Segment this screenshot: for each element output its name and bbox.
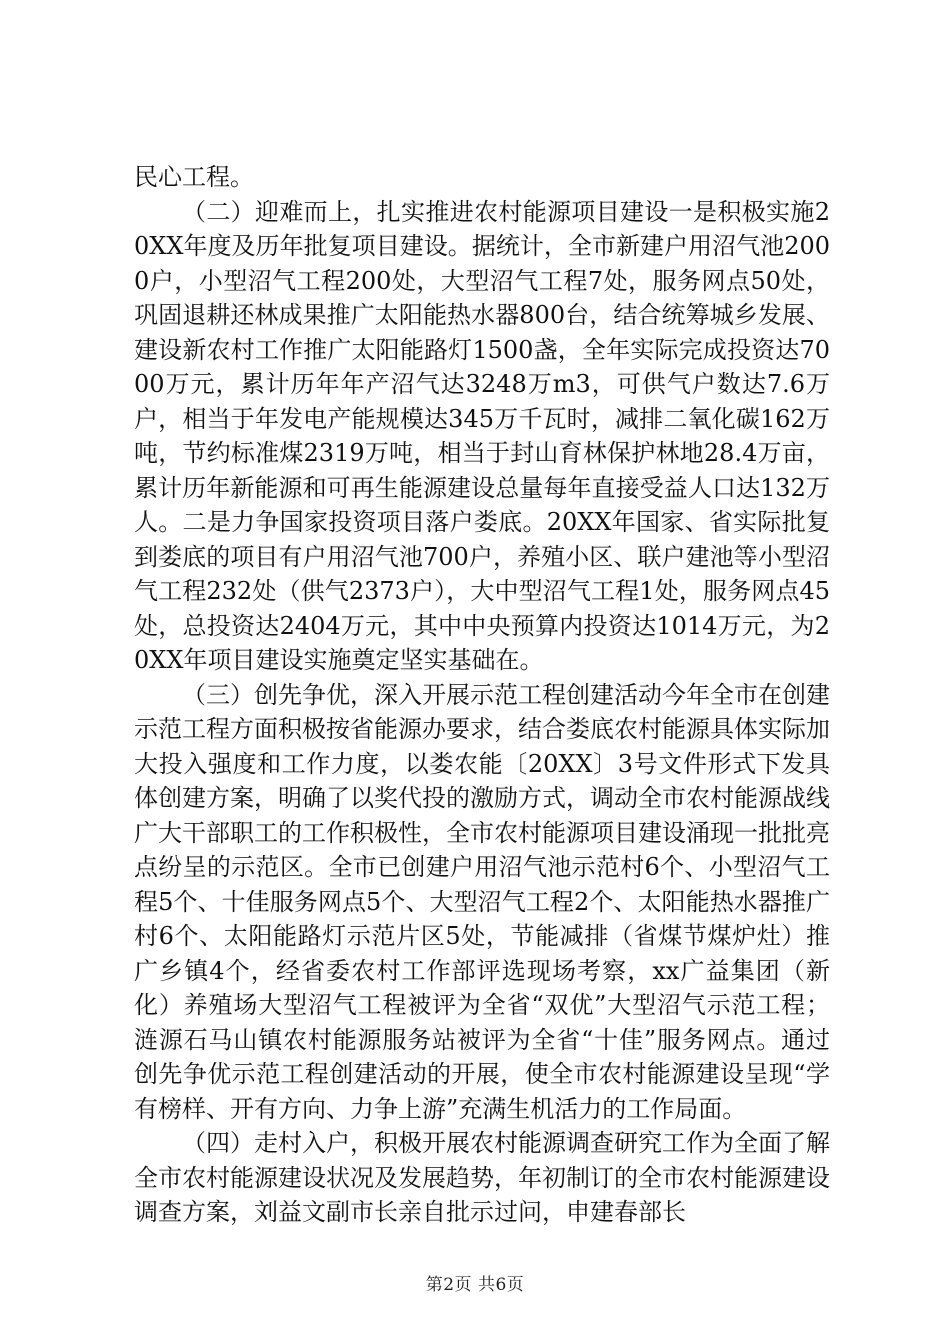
body-text <box>134 160 830 1230</box>
paragraph-continuation: 民心工程。 <box>134 163 254 191</box>
page-number-footer: 第2页 共6页 <box>425 1275 525 1295</box>
paragraph-section-3: （三）创先争优，深入开展示范工程创建活动今年全市在创建示范工程方面积极按省能源办要求，结合娄底农村能源具体实际加大投入强度和工作力度，以娄农能〔20XX〕3号文件形式下发具体创建方案，明确了以奖代投的激励方式，调动全市农村能源战线广大干部职工的工作积极性，全市农村能源项目建设涌现一批批亮点纷呈的示范区。全市已创建户用沼气池示范村6个、小型沼气工程5个、十佳服务网点5个、大型沼气工程2个、太阳能热水器推广村6个、太阳能路灯示范片区5处，节能减排（省煤节煤炉灶）推广乡镇4个，经省委农村工作部评选现场考察，xx广益集团（新化）养殖场大型沼气工程被评为全省“双优”大型沼气示范工程；涟源石马山镇农村能源服务站被评为全省“十佳”服务网点。通过创先争优示范工程创建活动的开展，使全市农村能源建设呈现“学有榜样、开有方向、力争上游”充满生机活力的工作局面。 <box>134 680 830 1123</box>
paragraph-section-4: （四）走村入户，积极开展农村能源调查研究工作为全面了解全市农村能源建设状况及发展趋势，年初制订的全市农村能源建设调查方案，刘益文副市长亲自批示过问，申建春部长 <box>134 1129 830 1226</box>
paragraph-section-2: （二）迎难而上，扎实推进农村能源项目建设一是积极实施20XX年度及历年批复项目建设。据统计，全市新建户用沼气池2000户，小型沼气工程200处，大型沼气工程7处，服务网点50处，巩固退耕还林成果推广太阳能热水器800台，结合统筹城乡发展、建设新农村工作推广太阳能路灯1500盏，全年实际完成投资达7000万元，累计历年年产沼气达3248万m3，可供气户数达7.6万户，相当于年发电产能规模达345万千瓦时，减排二氧化碳162万吨，节约标准煤2319万吨，相当于封山育林保护林地28.4万亩，累计历年新能源和可再生能源建设总量每年直接受益人口达132万人。二是力争国家投资项目落户娄底。20XX年国家、省实际批复到娄底的项目有户用沼气池700户，养殖小区、联户建池等小型沼气工程232处（供气2373户），大中型沼气工程1处，服务网点45处，总投资达2404万元，其中中央预算内投资达1014万元，为20XX年项目建设实施奠定坚实基础在。 <box>134 197 830 674</box>
